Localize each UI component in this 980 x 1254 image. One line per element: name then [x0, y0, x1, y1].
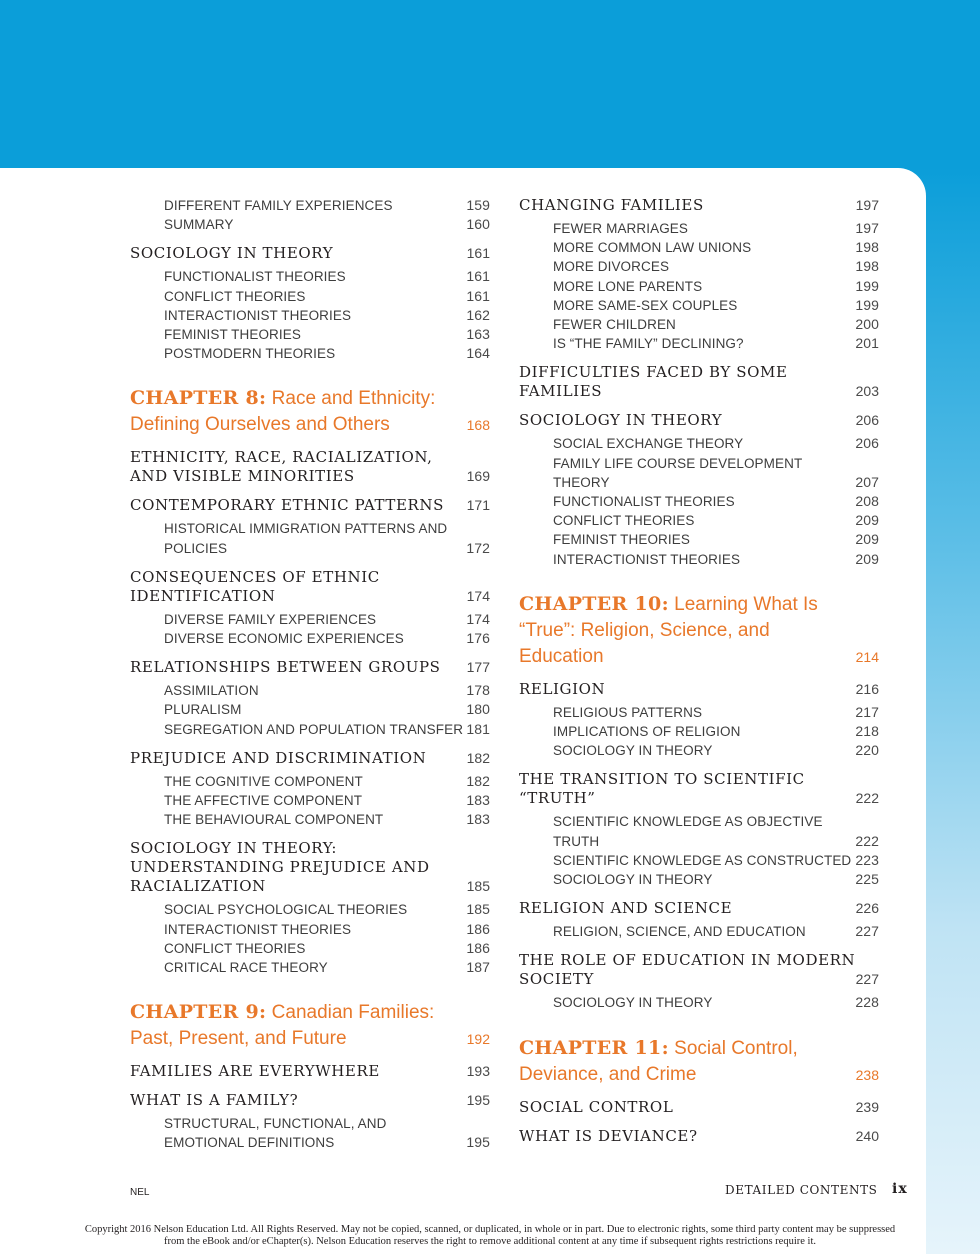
entry-page-number: 168 [466, 417, 490, 434]
chapter-title: Learning What Is “True”: Religion, Science, and Education [519, 593, 818, 667]
footer-publisher: NEL [130, 1187, 150, 1198]
toc-chapter-entry[interactable] [519, 1035, 879, 1088]
chapter-number: CHAPTER 9: [130, 1001, 267, 1024]
entry-title: WHAT IS DEVIANCE? [519, 1126, 698, 1145]
toc-section-entry[interactable] [519, 951, 879, 989]
entry-page-number: 223 [855, 851, 879, 868]
entry-title: SOCIAL CONTROL [519, 1097, 674, 1116]
entry-page-number: 207 [855, 473, 879, 490]
entry-title: CHANGING FAMILIES [519, 196, 704, 214]
entry-title: DIVERSE ECONOMIC EXPERIENCES [164, 631, 404, 647]
toc-section-entry[interactable] [130, 749, 490, 768]
toc-subsection-entry[interactable] [519, 722, 879, 741]
entry-page-number: 199 [855, 296, 879, 313]
entry-title: IMPLICATIONS OF RELIGION [553, 724, 741, 740]
entry-title: SOCIOLOGY IN THEORY [553, 872, 713, 888]
entry-page-number: 206 [855, 435, 879, 452]
entry-page-number: 192 [466, 1031, 490, 1048]
toc-subsection-entry[interactable] [130, 1114, 490, 1152]
entry-title: FAMILIES ARE EVERYWHERE [130, 1062, 380, 1081]
entry-page-number: 209 [855, 531, 879, 548]
entry-title: SOCIOLOGY IN THEORY [519, 411, 723, 430]
entry-page-number: 185 [466, 901, 490, 918]
toc-section-entry[interactable] [519, 411, 879, 430]
toc-subsection-entry[interactable] [519, 993, 879, 1012]
entry-page-number: 161 [466, 268, 490, 285]
entry-title: SOCIAL PSYCHOLOGICAL THEORIES [164, 902, 408, 918]
toc-subsection-entry[interactable] [519, 492, 879, 511]
entry-title: FEMINIST THEORIES [164, 327, 301, 343]
entry-page-number: 197 [855, 197, 879, 213]
entry-title: IS “THE FAMILY” DECLINING? [553, 336, 744, 352]
entry-title: RELIGIOUS PATTERNS [553, 704, 703, 720]
toc-subsection-entry[interactable] [130, 267, 490, 286]
toc-section-entry[interactable] [519, 899, 879, 918]
toc-subsection-entry[interactable] [519, 922, 879, 941]
entry-title: SOCIAL EXCHANGE THEORY [553, 436, 744, 452]
entry-title: FEWER CHILDREN [553, 317, 676, 333]
entry-title: THE BEHAVIOURAL COMPONENT [164, 812, 384, 828]
entry-title: SOCIOLOGY IN THEORY [553, 995, 713, 1011]
entry-page-number: 187 [466, 959, 490, 976]
toc-subsection-entry[interactable] [130, 215, 490, 234]
toc-section-entry[interactable] [130, 658, 490, 677]
toc-subsection-entry[interactable] [519, 851, 879, 870]
toc-subsection-entry[interactable] [519, 296, 879, 315]
entry-title: INTERACTIONIST THEORIES [553, 551, 741, 567]
toc-subsection-entry[interactable] [130, 306, 490, 325]
entry-title: THE TRANSITION TO SCIENTIFIC “TRUTH” [519, 770, 805, 808]
toc-subsection-entry[interactable] [130, 287, 490, 306]
toc-subsection-entry[interactable] [130, 610, 490, 629]
entry-page-number: 209 [855, 550, 879, 567]
toc-subsection-entry[interactable] [519, 454, 879, 492]
entry-page-number: 197 [855, 220, 879, 236]
toc-subsection-entry[interactable] [130, 344, 490, 363]
entry-title: HISTORICAL IMMIGRATION PATTERNS AND POLICIES [164, 521, 448, 556]
entry-page-number: 198 [855, 258, 879, 275]
toc-section-entry[interactable] [130, 568, 490, 606]
entry-title: DIVERSE FAMILY EXPERIENCES [164, 611, 377, 627]
entry-page-number: 180 [466, 701, 490, 718]
toc-left-column [130, 196, 490, 1153]
toc-subsection-entry[interactable] [519, 550, 879, 569]
entry-title: ASSIMILATION [164, 683, 259, 699]
toc-subsection-entry[interactable] [130, 519, 490, 557]
toc-section-entry[interactable] [519, 680, 879, 699]
entry-title: THE ROLE OF EDUCATION IN MODERN SOCIETY [519, 951, 856, 989]
toc-subsection-entry[interactable] [519, 257, 879, 276]
toc-section-entry[interactable] [130, 244, 490, 263]
entry-page-number: 200 [855, 316, 879, 333]
entry-page-number: 193 [466, 1063, 490, 1080]
entry-page-number: 185 [466, 878, 490, 895]
entry-title: RELIGION AND SCIENCE [519, 899, 733, 918]
entry-title: POSTMODERN THEORIES [164, 346, 336, 362]
toc-subsection-entry[interactable] [519, 238, 879, 257]
entry-page-number: 216 [855, 680, 879, 697]
toc-subsection-entry[interactable] [130, 772, 490, 791]
toc-subsection-entry[interactable] [130, 920, 490, 939]
entry-page-number: 218 [855, 723, 879, 740]
entry-page-number: 228 [855, 994, 879, 1011]
entry-page-number: 214 [855, 648, 879, 665]
toc-chapter-entry[interactable] [519, 591, 879, 670]
entry-page-number: 209 [855, 512, 879, 529]
entry-title: SOCIOLOGY IN THEORY [130, 244, 334, 263]
entry-title: MORE LONE PARENTS [553, 278, 703, 294]
entry-page-number: 198 [855, 239, 879, 256]
entry-page-number: 174 [466, 610, 490, 627]
toc-subsection-entry[interactable] [130, 900, 490, 919]
entry-title: MORE SAME-SEX COUPLES [553, 297, 738, 313]
entry-title: ETHNICITY, RACE, RACIALIZATION, AND VISIBLE MINORITIES [130, 448, 433, 486]
entry-title: FUNCTIONALIST THEORIES [553, 494, 735, 510]
entry-page-number: 162 [466, 306, 490, 323]
entry-title: RELIGION [519, 679, 606, 698]
toc-subsection-entry[interactable] [519, 219, 879, 238]
footer-page-number: ix [892, 1181, 908, 1197]
toc-section-entry[interactable] [519, 1127, 879, 1146]
entry-page-number: 177 [466, 659, 490, 676]
entry-title: SCIENTIFIC KNOWLEDGE AS OBJECTIVE TRUTH [553, 814, 823, 849]
entry-title: PLURALISM [164, 702, 242, 718]
toc-subsection-entry[interactable] [130, 700, 490, 719]
chapter-title: Social Control, Deviance, and Crime [519, 1037, 798, 1085]
entry-page-number: 203 [855, 383, 879, 400]
entry-title: STRUCTURAL, FUNCTIONAL, AND EMOTIONAL DEFINITIONS [164, 1116, 387, 1151]
toc-section-entry[interactable] [130, 496, 490, 515]
entry-page-number: 181 [466, 720, 490, 737]
entry-page-number: 227 [855, 923, 879, 940]
chapter-title: Canadian Families: Past, Present, and Future [130, 1002, 435, 1050]
toc-subsection-entry[interactable] [130, 939, 490, 958]
entry-title: WHAT IS A FAMILY? [130, 1091, 299, 1110]
toc-subsection-entry[interactable] [130, 958, 490, 977]
toc-subsection-entry[interactable] [519, 530, 879, 549]
entry-title: SOCIOLOGY IN THEORY [553, 743, 713, 759]
toc-section-entry[interactable] [519, 363, 879, 401]
toc-subsection-entry[interactable] [519, 315, 879, 334]
entry-page-number: 186 [466, 939, 490, 956]
entry-title: INTERACTIONIST THEORIES [164, 921, 352, 937]
toc-subsection-entry[interactable] [130, 196, 490, 215]
toc-subsection-entry[interactable] [519, 812, 879, 850]
toc-subsection-entry[interactable] [130, 629, 490, 648]
copyright-notice: Copyright 2016 Nelson Education Ltd. All Rights Reserved. May not be copied, scanned, or duplicated, in whole or in part. Due to electronic rights, some third party content may be suppressed from the eBook and/or eChapter(s). Nelson Education reserves the right to remove additional content at any time if subsequent rights restrictions require it. [84, 1224, 896, 1247]
toc-subsection-entry[interactable] [130, 810, 490, 829]
entry-page-number: 172 [466, 539, 490, 556]
entry-title: CONTEMPORARY ETHNIC PATTERNS [130, 496, 445, 515]
entry-page-number: 227 [855, 971, 879, 988]
toc-subsection-entry[interactable] [130, 791, 490, 810]
entry-page-number: 222 [855, 832, 879, 849]
entry-page-number: 164 [466, 345, 490, 362]
entry-title: THE AFFECTIVE COMPONENT [164, 793, 363, 809]
entry-title: INTERACTIONIST THEORIES [164, 307, 352, 323]
entry-title: FEWER MARRIAGES [553, 221, 689, 236]
entry-page-number: 225 [855, 871, 879, 888]
entry-title: DIFFICULTIES FACED BY SOME FAMILIES [519, 363, 788, 401]
entry-page-number: 195 [466, 1092, 490, 1109]
entry-title: FAMILY LIFE COURSE DEVELOPMENT THEORY [553, 455, 803, 490]
toc-subsection-entry[interactable] [519, 277, 879, 296]
header-band [0, 0, 980, 168]
entry-page-number: 182 [466, 749, 490, 766]
toc-section-entry[interactable] [519, 196, 879, 215]
entry-page-number: 161 [466, 287, 490, 304]
entry-title: SCIENTIFIC KNOWLEDGE AS CONSTRUCTED [553, 852, 852, 868]
toc-right-column [519, 196, 879, 1146]
toc-section-entry[interactable] [130, 448, 490, 486]
entry-page-number: 169 [466, 468, 490, 485]
entry-page-number: 161 [466, 245, 490, 262]
entry-page-number: 159 [466, 197, 490, 213]
entry-page-number: 178 [466, 682, 490, 699]
toc-section-entry[interactable] [519, 1098, 879, 1117]
toc-section-entry[interactable] [519, 770, 879, 808]
entry-title: MORE DIVORCES [553, 259, 670, 275]
entry-title: THE COGNITIVE COMPONENT [164, 773, 363, 789]
chapter-number: CHAPTER 10: [519, 592, 669, 615]
entry-page-number: 201 [855, 335, 879, 352]
entry-page-number: 199 [855, 277, 879, 294]
entry-page-number: 220 [855, 742, 879, 759]
toc-subsection-entry[interactable] [130, 720, 490, 739]
toc-subsection-entry[interactable] [130, 325, 490, 344]
toc-subsection-entry[interactable] [519, 434, 879, 453]
chapter-number: CHAPTER 8: [130, 387, 267, 410]
entry-page-number: 163 [466, 326, 490, 343]
toc-subsection-entry[interactable] [519, 703, 879, 722]
entry-page-number: 182 [466, 772, 490, 789]
toc-chapter-entry[interactable] [130, 385, 490, 438]
entry-title: SUMMARY [164, 217, 234, 233]
entry-page-number: 176 [466, 630, 490, 647]
entry-page-number: 239 [855, 1098, 879, 1115]
toc-chapter-entry[interactable] [130, 999, 490, 1052]
entry-title: FUNCTIONALIST THEORIES [164, 269, 346, 285]
entry-title: PREJUDICE AND DISCRIMINATION [130, 748, 427, 767]
entry-page-number: 217 [855, 703, 879, 720]
entry-title: CONFLICT THEORIES [164, 940, 306, 956]
entry-page-number: 208 [855, 493, 879, 510]
toc-subsection-entry[interactable] [519, 870, 879, 889]
entry-page-number: 183 [466, 792, 490, 809]
entry-page-number: 238 [855, 1066, 879, 1083]
entry-title: RELATIONSHIPS BETWEEN GROUPS [130, 658, 441, 677]
toc-section-entry[interactable] [130, 1062, 490, 1081]
entry-title: CONFLICT THEORIES [164, 288, 306, 304]
entry-title: CONFLICT THEORIES [553, 513, 695, 529]
entry-title: CONSEQUENCES OF ETHNIC IDENTIFICATION [130, 567, 380, 605]
entry-page-number: 160 [466, 216, 490, 233]
chapter-number: CHAPTER 11: [519, 1036, 669, 1059]
entry-page-number: 206 [855, 412, 879, 429]
toc-subsection-entry[interactable] [519, 741, 879, 760]
toc-subsection-entry[interactable] [519, 511, 879, 530]
entry-page-number: 226 [855, 900, 879, 917]
entry-page-number: 186 [466, 920, 490, 937]
footer-running-title: DETAILED CONTENTS [725, 1183, 878, 1197]
entry-title: DIFFERENT FAMILY EXPERIENCES [164, 198, 393, 213]
entry-page-number: 183 [466, 811, 490, 828]
entry-title: MORE COMMON LAW UNIONS [553, 240, 752, 256]
entry-title: CRITICAL RACE THEORY [164, 960, 328, 976]
entry-page-number: 171 [466, 497, 490, 514]
toc-section-entry[interactable] [130, 1091, 490, 1110]
toc-subsection-entry[interactable] [130, 681, 490, 700]
chapter-title: Race and Ethnicity: Defining Ourselves and Others [130, 388, 436, 436]
entry-title: FEMINIST THEORIES [553, 532, 690, 548]
entry-title: SOCIOLOGY IN THEORY: UNDERSTANDING PREJUDICE AND RACIALIZATION [130, 839, 430, 896]
entry-page-number: 222 [855, 790, 879, 807]
entry-title: SEGREGATION AND POPULATION TRANSFER [164, 721, 464, 737]
entry-page-number: 240 [855, 1127, 879, 1144]
entry-title: RELIGION, SCIENCE, AND EDUCATION [553, 924, 806, 940]
entry-page-number: 174 [466, 587, 490, 604]
toc-section-entry[interactable] [130, 839, 490, 896]
toc-subsection-entry[interactable] [519, 334, 879, 353]
entry-page-number: 195 [466, 1134, 490, 1151]
